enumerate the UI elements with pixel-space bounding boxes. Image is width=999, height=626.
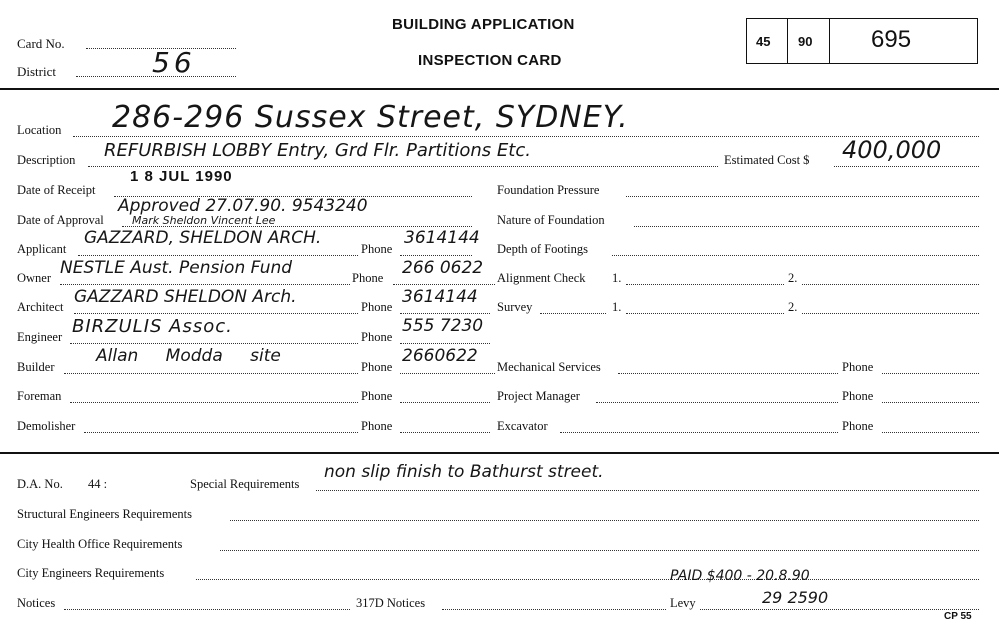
section-rule [0, 452, 999, 454]
description-value: REFURBISH LOBBY Entry, Grd Flr. Partitions Etc. [104, 140, 531, 161]
survey-leader [540, 313, 606, 314]
da-no-label: D.A. No. [17, 477, 63, 491]
engineer-field[interactable] [70, 343, 358, 344]
mechanical-services-field[interactable] [618, 373, 838, 374]
foreman-phone-field[interactable] [400, 402, 490, 403]
location-value: 286-296 Sussex Street, SYDNEY. [112, 100, 629, 135]
card-box-a: 45 [756, 34, 771, 49]
card-box-number: 695 [871, 26, 912, 53]
notices-317d-label: 317D Notices [356, 596, 426, 610]
special-requirements-field[interactable] [316, 490, 979, 491]
excavator-field[interactable] [560, 432, 838, 433]
mechanical-services-label: Mechanical Services [497, 360, 601, 374]
description-field[interactable] [88, 166, 718, 167]
engineer-phone: 555 7230 [402, 316, 484, 336]
estimated-cost-label: Estimated Cost $ [724, 153, 810, 167]
foreman-phone-label: Phone [361, 389, 393, 403]
applicant-phone: 3614144 [404, 228, 480, 248]
engineer-label: Engineer [17, 330, 63, 344]
date-of-receipt-stamp: 1 8 JUL 1990 [130, 168, 233, 185]
notices-label: Notices [17, 596, 56, 610]
owner-phone: 266 0622 [402, 258, 484, 278]
card-no-label: Card No. [17, 36, 65, 51]
nature-of-foundation-label: Nature of Foundation [497, 213, 605, 227]
survey-2-field[interactable] [802, 313, 979, 314]
depth-of-footings-field[interactable] [612, 255, 979, 256]
estimated-cost-field[interactable] [834, 166, 979, 167]
structural-requirements-field[interactable] [230, 520, 979, 521]
project-manager-field[interactable] [596, 402, 838, 403]
applicant-phone-label: Phone [361, 242, 393, 256]
architect-phone-label: Phone [361, 300, 393, 314]
project-manager-label: Project Manager [497, 389, 580, 403]
demolisher-field[interactable] [84, 432, 358, 433]
owner-phone-label: Phone [352, 271, 384, 285]
project-manager-phone-label: Phone [842, 389, 874, 403]
applicant-value: GAZZARD, SHELDON ARCH. [84, 228, 322, 248]
notices-317d-field[interactable] [442, 609, 666, 610]
architect-value: GAZZARD SHELDON Arch. [74, 287, 297, 307]
special-requirements-value: non slip finish to Bathurst street. [324, 462, 604, 482]
levy-field[interactable] [700, 609, 979, 610]
card-number-box [746, 18, 978, 64]
applicant-phone-field[interactable] [400, 255, 472, 256]
city-engineers-requirements-label: City Engineers Requirements [17, 566, 165, 580]
alignment-check-2-field[interactable] [802, 284, 979, 285]
engineer-value: BIRZULIS Assoc. [72, 316, 233, 337]
owner-label: Owner [17, 271, 52, 285]
notices-field[interactable] [64, 609, 350, 610]
date-of-receipt-label: Date of Receipt [17, 183, 96, 197]
builder-field[interactable] [64, 373, 358, 374]
foundation-pressure-label: Foundation Pressure [497, 183, 600, 197]
city-engineers-requirements-field[interactable] [196, 579, 979, 580]
district-label: District [17, 64, 56, 79]
engineer-phone-label: Phone [361, 330, 393, 344]
foreman-label: Foreman [17, 389, 62, 403]
depth-of-footings-label: Depth of Footings [497, 242, 588, 256]
date-of-approval-note: Mark Sheldon Vincent Lee [132, 214, 276, 227]
owner-value: NESTLE Aust. Pension Fund [60, 258, 293, 278]
architect-label: Architect [17, 300, 64, 314]
foreman-field[interactable] [70, 402, 358, 403]
foundation-pressure-field[interactable] [626, 196, 979, 197]
nature-of-foundation-field[interactable] [634, 226, 979, 227]
card-title: BUILDING APPLICATION [392, 16, 575, 33]
builder-phone-field[interactable] [400, 373, 495, 374]
architect-phone: 3614144 [402, 287, 478, 307]
survey-2-label: 2. [788, 300, 798, 314]
builder-value: Allan Modda site [96, 346, 281, 366]
alignment-check-label: Alignment Check [497, 271, 586, 285]
header-rule [0, 88, 999, 90]
card-subtitle: INSPECTION CARD [418, 52, 562, 69]
description-label: Description [17, 153, 76, 167]
location-label: Location [17, 123, 62, 137]
card-box-b: 90 [798, 34, 813, 49]
da-no-value: 44 : [88, 477, 108, 491]
builder-label: Builder [17, 360, 55, 374]
applicant-label: Applicant [17, 242, 67, 256]
structural-requirements-label: Structural Engineers Requirements [17, 507, 192, 521]
mechanical-services-phone-field[interactable] [882, 373, 979, 374]
excavator-phone-label: Phone [842, 419, 874, 433]
applicant-field[interactable] [78, 255, 358, 256]
date-of-approval-label: Date of Approval [17, 213, 104, 227]
levy-label: Levy [670, 596, 696, 610]
estimated-cost-value: 400,000 [842, 136, 942, 164]
architect-field[interactable] [74, 313, 358, 314]
project-manager-phone-field[interactable] [882, 402, 979, 403]
excavator-phone-field[interactable] [882, 432, 979, 433]
architect-phone-field[interactable] [400, 313, 490, 314]
survey-1-field[interactable] [626, 313, 784, 314]
alignment-check-1-field[interactable] [626, 284, 784, 285]
owner-phone-field[interactable] [393, 284, 495, 285]
alignment-check-2-label: 2. [788, 271, 798, 285]
engineer-phone-field[interactable] [400, 343, 490, 344]
demolisher-phone-label: Phone [361, 419, 393, 433]
paid-note: PAID $400 - 20.8.90 [670, 568, 810, 584]
survey-1-label: 1. [612, 300, 622, 314]
builder-phone: 2660622 [402, 346, 478, 366]
excavator-label: Excavator [497, 419, 548, 433]
builder-phone-label: Phone [361, 360, 393, 374]
demolisher-phone-field[interactable] [400, 432, 490, 433]
health-requirements-label: City Health Office Requirements [17, 537, 183, 551]
demolisher-label: Demolisher [17, 419, 76, 433]
alignment-check-1-label: 1. [612, 271, 622, 285]
health-requirements-field[interactable] [220, 550, 979, 551]
survey-label: Survey [497, 300, 533, 314]
form-code: CP 55 [944, 611, 972, 622]
levy-value: 29 2590 [762, 588, 829, 607]
owner-field[interactable] [60, 284, 350, 285]
special-requirements-label: Special Requirements [190, 477, 300, 491]
date-of-approval-value: Approved 27.07.90. 9543240 [118, 196, 368, 216]
mechanical-services-phone-label: Phone [842, 360, 874, 374]
district-value: 56 [152, 46, 196, 79]
